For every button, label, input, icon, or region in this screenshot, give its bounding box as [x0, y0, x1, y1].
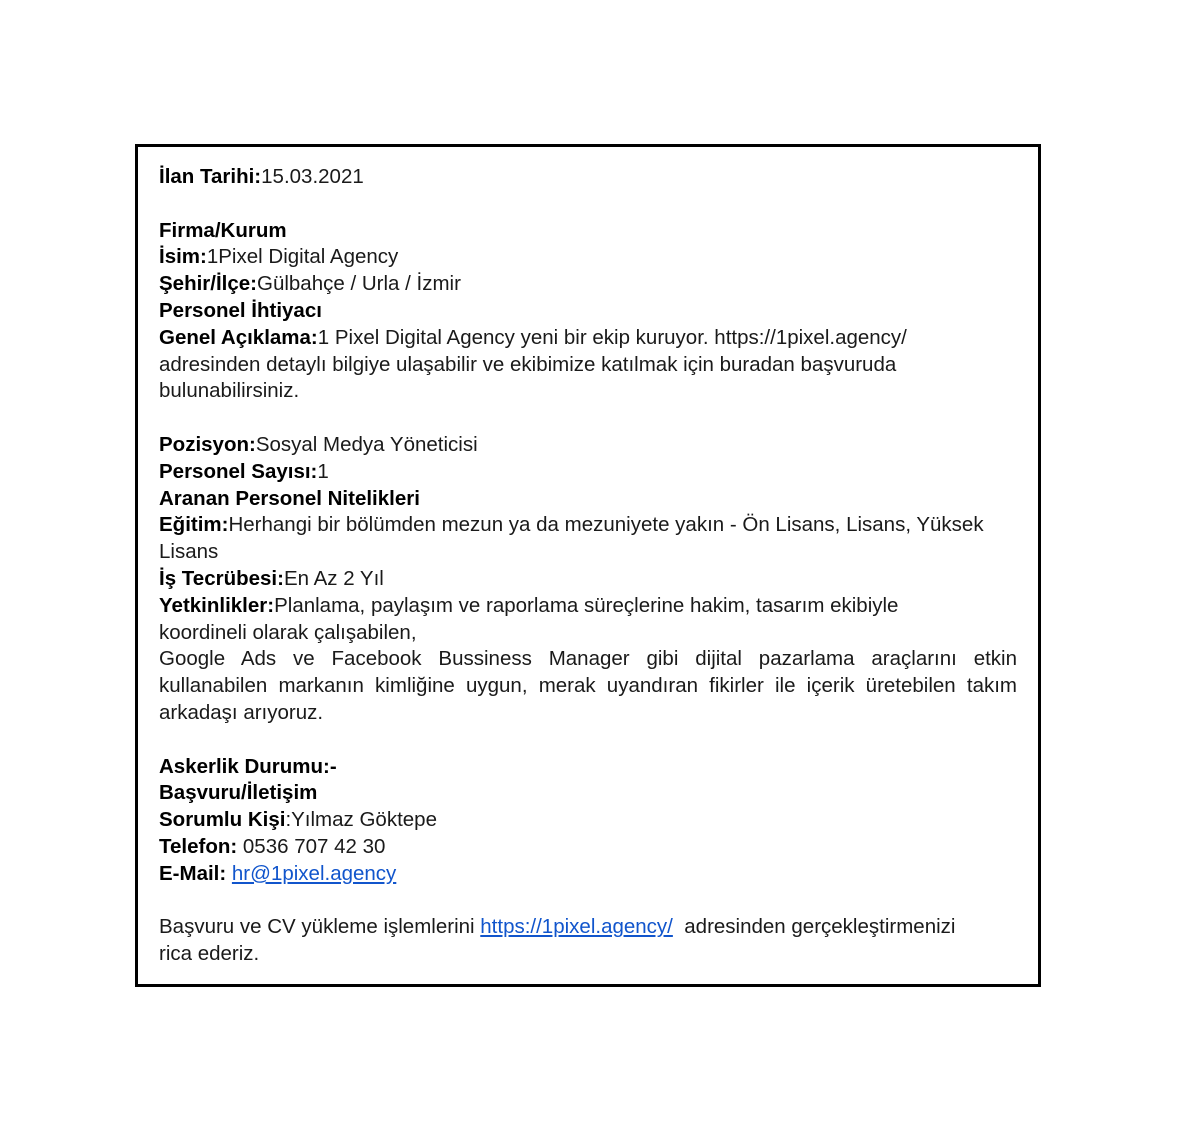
count-label: Personel Sayısı:: [159, 459, 318, 483]
spacer: [159, 727, 1017, 754]
person-value: :Yılmaz Göktepe: [285, 808, 437, 832]
military-row: Askerlik Durumu:-: [159, 754, 337, 778]
city-label: Şehir/İlçe:: [159, 272, 257, 296]
phone-row: [159, 834, 1017, 861]
website-link[interactable]: https://1pixel.agency/: [480, 915, 673, 939]
skills-row-1: [159, 593, 1017, 620]
desc-label: Genel Açıklama:: [159, 325, 318, 349]
edu-label: Eğitim:: [159, 513, 229, 537]
count-value: 1: [317, 459, 329, 483]
company-heading: Firma/Kurum: [159, 218, 287, 242]
edu-line-2: Lisans: [159, 540, 219, 564]
phone-value: 0536 707 42 30: [237, 834, 386, 858]
spacer: [159, 405, 1017, 432]
name-label: İsim:: [159, 245, 207, 269]
email-label: E-Mail:: [159, 861, 227, 885]
spacer: [159, 888, 1017, 915]
footer-row-1: [159, 914, 1017, 941]
edu-line-1: Herhangi bir bölümden mezun ya da mezuniyete yakın - Ön Lisans, Lisans, Yüksek: [228, 513, 984, 537]
desc-line-3: bulunabilirsiniz.: [159, 379, 300, 403]
skills-line-1: Planlama, paylaşım ve raporlama süreçlerine hakim, tasarım ekibiyle: [274, 593, 899, 617]
desc-line-1: 1 Pixel Digital Agency yeni bir ekip kuruyor. https://1pixel.agency/: [317, 325, 907, 349]
date-label: İlan Tarihi:: [159, 165, 262, 188]
city-row: [159, 271, 1017, 298]
email-row: [159, 861, 1017, 888]
name-value: 1Pixel Digital Agency: [206, 245, 399, 269]
position-value: Sosyal Medya Yöneticisi: [255, 432, 478, 456]
email-link[interactable]: hr@1pixel.agency: [231, 861, 397, 885]
exp-row: [159, 566, 1017, 593]
spacer: [159, 191, 1017, 218]
person-row: [159, 807, 1017, 834]
count-row: [159, 459, 1017, 486]
edu-row-1: [159, 512, 1017, 539]
skills-paragraph: Google Ads ve Facebook Bussiness Manager gibi dijital pazarlama araçlarını etkin kullanabilen markanın kimliğine uygun, merak uyandıran fikirler ile içerik üretebilen takım arkadaşı arıyoruz.: [159, 647, 1017, 724]
name-row: [159, 244, 1017, 271]
footer-text-2: adresinden gerçekleştirmenizi: [672, 915, 956, 939]
city-value: Gülbahçe / Urla / İzmir: [257, 272, 461, 296]
qual-heading: Aranan Personel Nitelikleri: [159, 486, 420, 510]
need-heading: Personel İhtiyacı: [159, 298, 322, 322]
skills-line-2: koordineli olarak çalışabilen,: [159, 620, 417, 644]
position-label: Pozisyon:: [159, 432, 256, 456]
footer-text-1: Başvuru ve CV yükleme işlemlerini: [159, 915, 481, 939]
contact-heading: Başvuru/İletişim: [159, 781, 318, 805]
exp-value: En Az 2 Yıl: [283, 566, 384, 590]
position-row: [159, 432, 1017, 459]
posting-frame: [135, 144, 1041, 987]
date-value: 15.03.2021: [261, 165, 364, 188]
desc-line-2: adresinden detaylı bilgiye ulaşabilir ve ekibimize katılmak için buradan başvuruda: [159, 352, 897, 376]
skills-label: Yetkinlikler:: [159, 593, 275, 617]
person-label: Sorumlu Kişi: [159, 808, 286, 832]
date-row: [159, 164, 1017, 191]
footer-line-2: rica ederiz.: [159, 942, 260, 966]
phone-label: Telefon:: [159, 834, 238, 858]
desc-row-1: [159, 325, 1017, 352]
posting-content: [159, 164, 1017, 968]
exp-label: İş Tecrübesi:: [159, 566, 284, 590]
